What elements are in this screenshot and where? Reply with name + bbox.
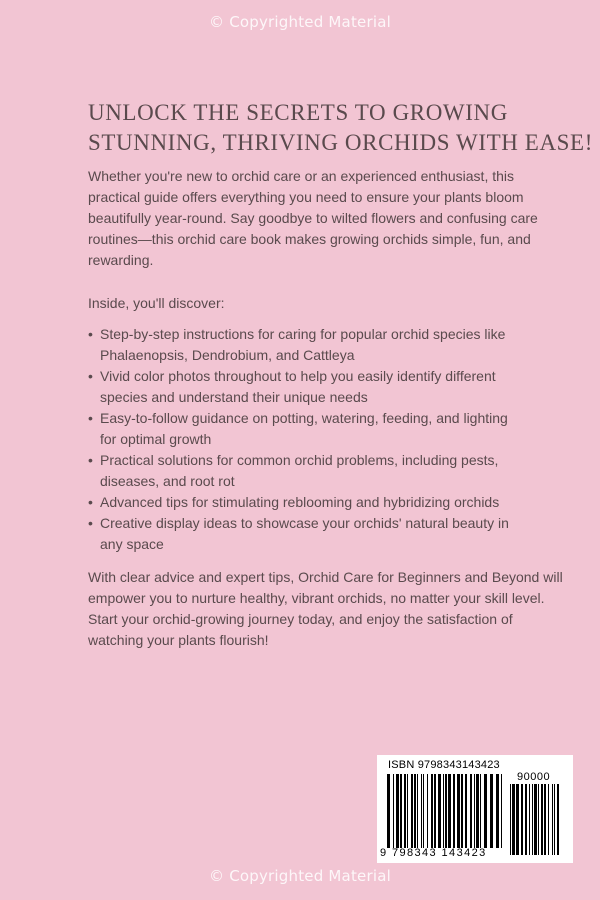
list-item xyxy=(88,450,528,492)
bullet-icon: • xyxy=(88,368,93,384)
list-item xyxy=(88,408,528,450)
list-item-text: Creative display ideas to showcase your orchids' natural beauty in any space xyxy=(100,515,509,552)
headline-line-2: STUNNING, THRIVING ORCHIDS WITH EASE! xyxy=(88,130,593,155)
list-item-text: Advanced tips for stimulating reblooming and hybridizing orchids xyxy=(100,494,500,510)
inside-label: Inside, you'll discover: xyxy=(88,295,225,311)
list-item-text: Practical solutions for common orchid problems, including pests, diseases, and root rot xyxy=(100,452,499,489)
watermark-bottom: © Copyrighted Material xyxy=(209,867,391,885)
watermark-top: © Copyrighted Material xyxy=(209,13,391,31)
list-item-text: Vivid color photos throughout to help you easily identify different species and understand their unique needs xyxy=(100,368,496,405)
bullet-icon: • xyxy=(88,515,93,531)
barcode-digits: 9 798343 143423 xyxy=(380,847,487,859)
list-item xyxy=(88,513,528,555)
bullet-icon: • xyxy=(88,410,93,426)
barcode-bars-icon xyxy=(387,774,502,848)
bullet-icon: • xyxy=(88,494,93,510)
list-item-text: Easy-to-follow guidance on potting, watering, feeding, and lighting for optimal growth xyxy=(100,410,508,447)
list-item-text: Step-by-step instructions for caring for popular orchid species like Phalaenopsis, Dendrobium, and Cattleya xyxy=(100,326,506,363)
isbn-barcode xyxy=(377,755,573,863)
headline-line-1: UNLOCK THE SECRETS TO GROWING xyxy=(88,100,508,125)
price-code: 90000 xyxy=(517,771,551,783)
list-item xyxy=(88,366,528,408)
closing-paragraph: With clear advice and expert tips, Orchid Care for Beginners and Beyond will empower you to nurture healthy, vibrant orchids, no matter your skill level. Start your orchid-growing journey today, and enjoy the satisfaction of watching your plants flourish! xyxy=(88,569,563,648)
list-item xyxy=(88,492,528,513)
bullet-icon: • xyxy=(88,452,93,468)
barcode-addon-bars-icon xyxy=(510,784,562,855)
bullet-icon: • xyxy=(88,326,93,342)
intro-paragraph: Whether you're new to orchid care or an experienced enthusiast, this practical guide offers everything you need to ensure your plants bloom beautifully year-round. Say goodbye to wilted flowers and confusing care routines—this orchid care book makes growing orchids simple, fun, and rewarding. xyxy=(88,168,538,268)
isbn-label: ISBN 9798343143423 xyxy=(388,759,500,771)
headline xyxy=(88,98,593,158)
list-item xyxy=(88,324,528,366)
feature-list xyxy=(88,324,528,555)
